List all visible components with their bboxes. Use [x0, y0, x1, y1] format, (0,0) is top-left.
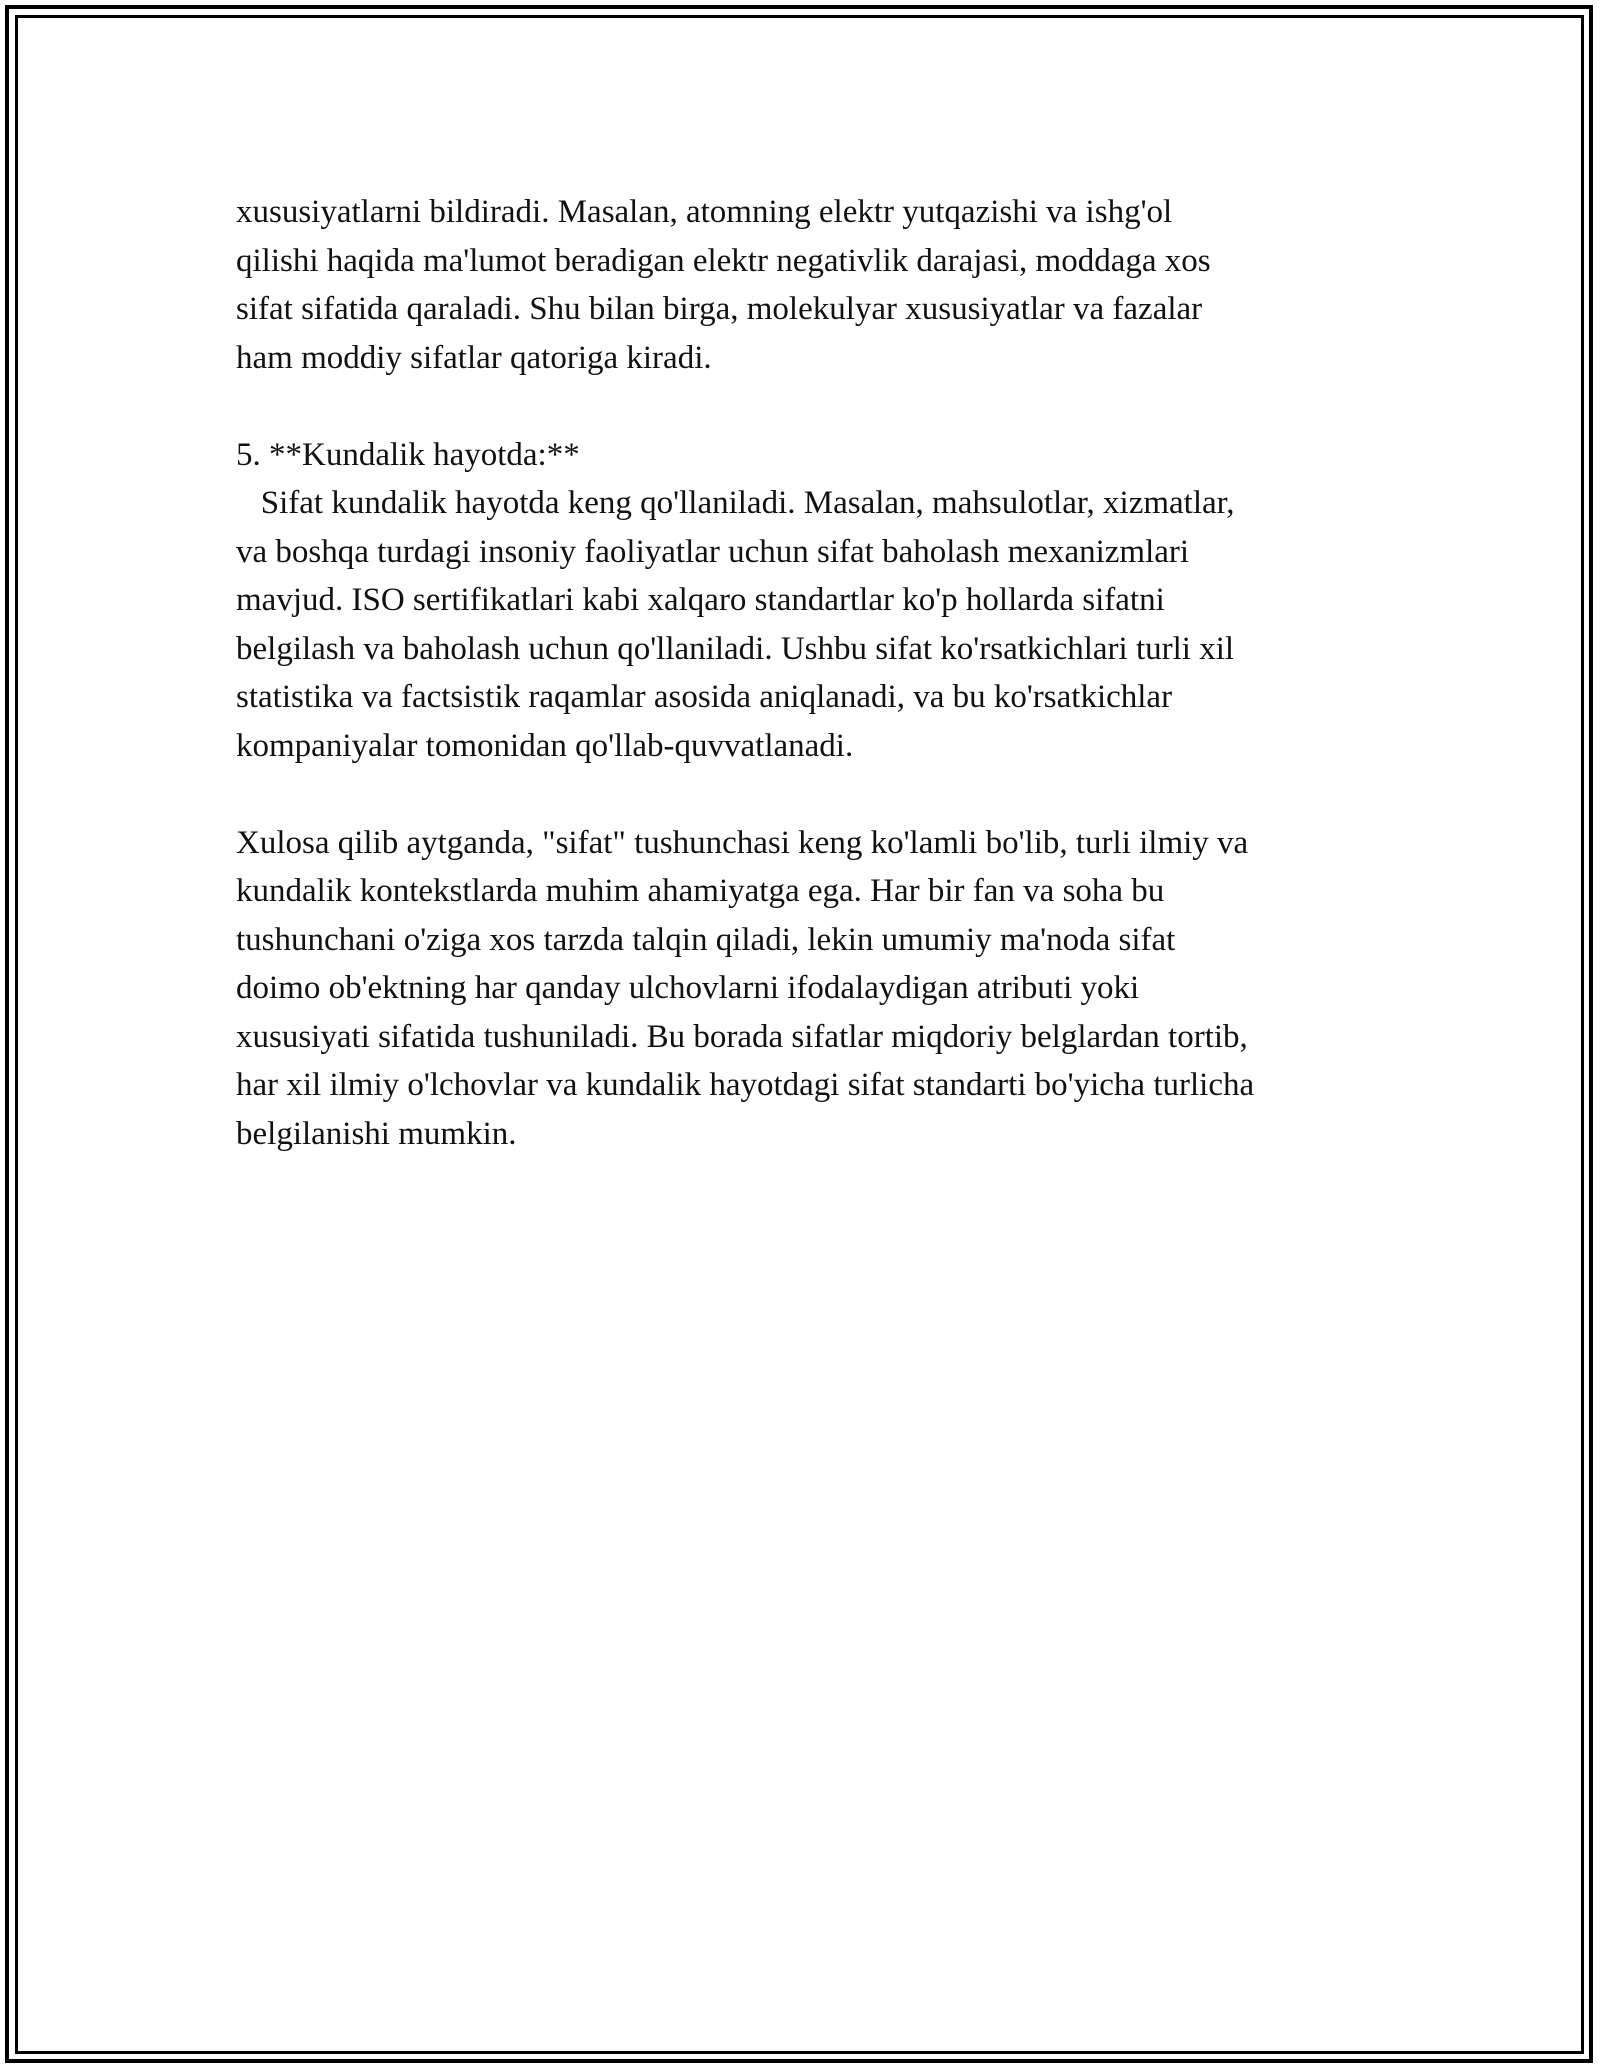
text-line: mavjud. ISO sertifikatlari kabi xalqaro standartlar ko'p hollarda sifatni [236, 582, 1165, 618]
text-line: xususiyatlarni bildiradi. Masalan, atomning elektr yutqazishi va ishg'ol [236, 194, 1173, 230]
text-line: sifat sifatida qaraladi. Shu bilan birga, molekulyar xususiyatlar va fazalar [236, 291, 1203, 327]
text-line: Xulosa qilib aytganda, "sifat" tushunchasi keng ko'lamli bo'lib, turli ilmiy va [236, 824, 1249, 861]
paragraph-gap [236, 770, 1396, 819]
text-line: ham moddiy sifatlar qatoriga kiradi. [236, 339, 712, 376]
paragraph-3 [236, 819, 1396, 1159]
document-body [236, 188, 1396, 1158]
section-heading: 5. **Kundalik hayotda:** [236, 436, 580, 473]
text-line: belgilanishi mumkin. [236, 1115, 517, 1152]
paragraph-2 [236, 479, 1396, 770]
text-line: doimo ob'ektning har qanday ulchovlarni ifodalaydigan atributi yoki [236, 970, 1140, 1006]
paragraph-gap [236, 382, 1396, 431]
text-line: statistika va factsistik raqamlar asosida aniqlanadi, va bu ko'rsatkichlar [236, 679, 1173, 715]
text-line: tushunchani o'ziga xos tarzda talqin qiladi, lekin umumiy ma'noda sifat [236, 921, 1176, 958]
text-line: va boshqa turdagi insoniy faoliyatlar uchun sifat baholash mexanizmlari [236, 533, 1190, 570]
paragraph-1 [236, 188, 1396, 382]
text-line: belgilash va baholash uchun qo'llaniladi. Ushbu sifat ko'rsatkichlari turli xil [236, 630, 1235, 667]
text-line: kundalik kontekstlarda muhim ahamiyatga ega. Har bir fan va soha bu [236, 873, 1165, 909]
text-line: kompaniyalar tomonidan qo'llab-quvvatlanadi. [236, 727, 854, 764]
text-line: qilishi haqida ma'lumot beradigan elektr negativlik darajasi, moddaga xos [236, 242, 1211, 279]
text-line: har xil ilmiy o'lchovlar va kundalik hayotdagi sifat standarti bo'yicha turlicha [236, 1067, 1255, 1103]
text-line: Sifat kundalik hayotda keng qo'llaniladi. Masalan, mahsulotlar, xizmatlar, [236, 485, 1235, 521]
text-line: xususiyati sifatida tushuniladi. Bu borada sifatlar miqdoriy belglardan tortib, [236, 1018, 1248, 1055]
